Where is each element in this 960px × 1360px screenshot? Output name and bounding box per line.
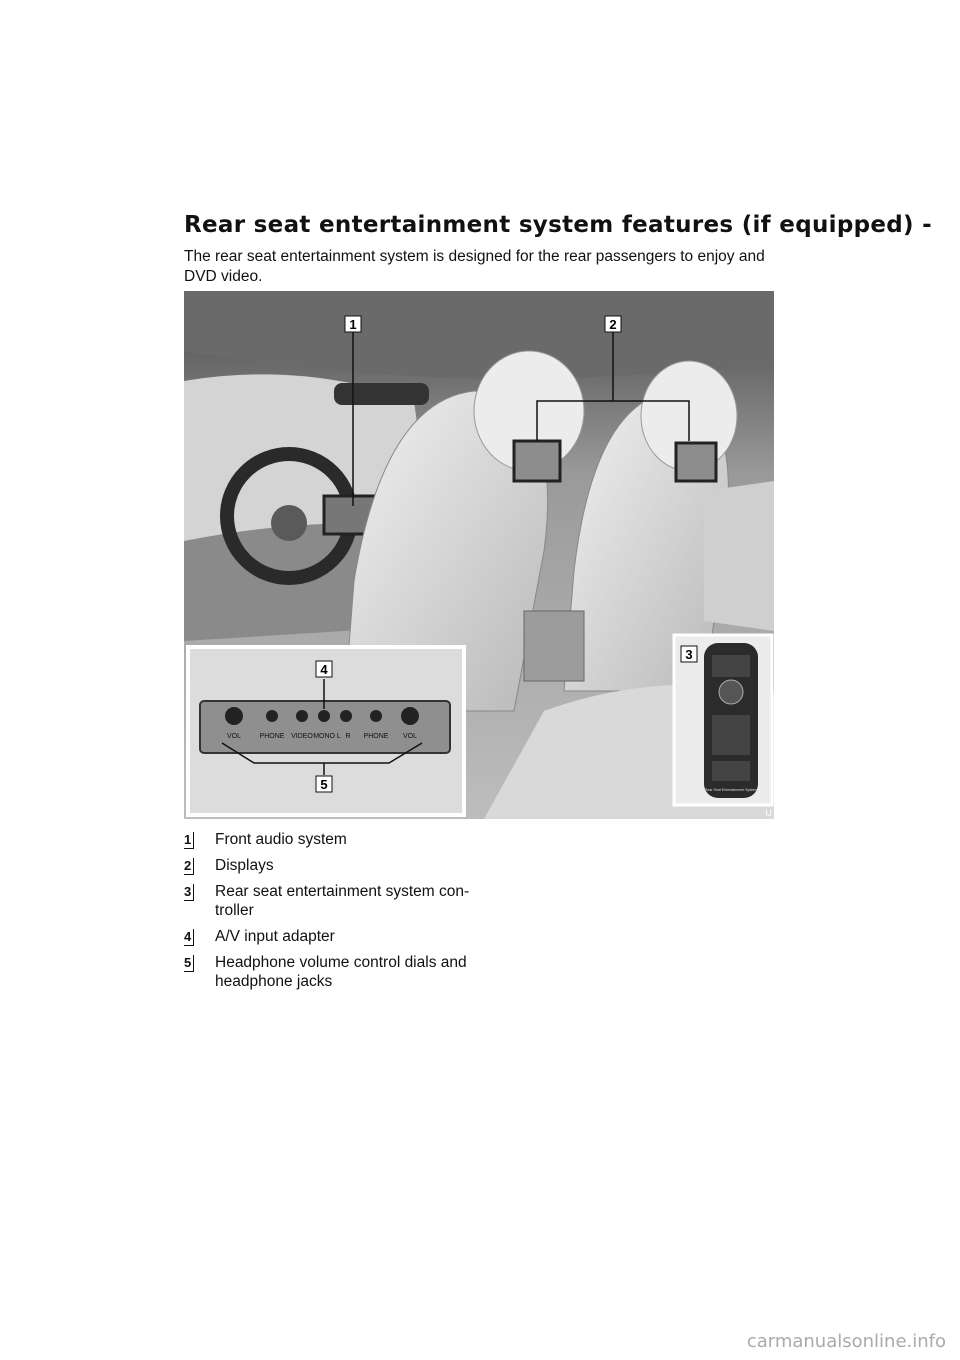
legend-text: Displays — [215, 857, 274, 874]
legend-text: Front audio system — [215, 831, 347, 848]
intro-paragraph: The rear seat entertainment system is designed for the rear passengers to enjoy and DVD video. — [184, 248, 765, 285]
legend-item — [184, 830, 514, 849]
panel-phone-left: PHONE — [259, 733, 285, 740]
legend-number: 5 — [184, 955, 194, 972]
callout-1-label: 1 — [349, 317, 357, 332]
legend-item — [184, 882, 514, 920]
panel-vol-right: VOL — [402, 733, 418, 740]
legend-number: 4 — [184, 929, 194, 946]
remote-caption: Rear Seat Entertainment System — [704, 788, 758, 792]
panel-mono: MONO L — [313, 733, 341, 740]
page-title: Rear seat entertainment system features (if equipped) - — [184, 212, 932, 238]
legend-number: 1 — [184, 832, 194, 849]
panel-vol-left: VOL — [226, 733, 242, 740]
legend-text: Headphone volume control dials and headphone jacks — [215, 954, 467, 990]
panel-video: VIDEO — [291, 733, 313, 740]
figure-code: U — [765, 808, 772, 818]
callout-3-label: 3 — [685, 647, 693, 662]
legend-item — [184, 856, 514, 875]
watermark[interactable]: carmanualsonline.info — [746, 1331, 946, 1352]
legend-number: 2 — [184, 858, 194, 875]
callout-4-label: 4 — [320, 662, 328, 677]
legend-item — [184, 927, 514, 946]
av-adapter-inset — [188, 647, 464, 815]
legend-list — [184, 830, 514, 998]
panel-phone-right: PHONE — [363, 733, 389, 740]
legend-item — [184, 953, 514, 991]
legend-text: A/V input adapter — [215, 928, 335, 945]
panel-r: R — [345, 733, 351, 740]
legend-text: Rear seat entertainment system con-troller — [215, 883, 470, 919]
interior-illustration — [184, 291, 774, 819]
callout-5-label: 5 — [320, 777, 328, 792]
remote-controller-inset — [674, 635, 772, 805]
legend-number: 3 — [184, 884, 194, 901]
callout-2-label: 2 — [609, 317, 617, 332]
callout-2 — [605, 316, 621, 332]
callout-1 — [345, 316, 361, 332]
interior-drawing — [184, 291, 774, 819]
